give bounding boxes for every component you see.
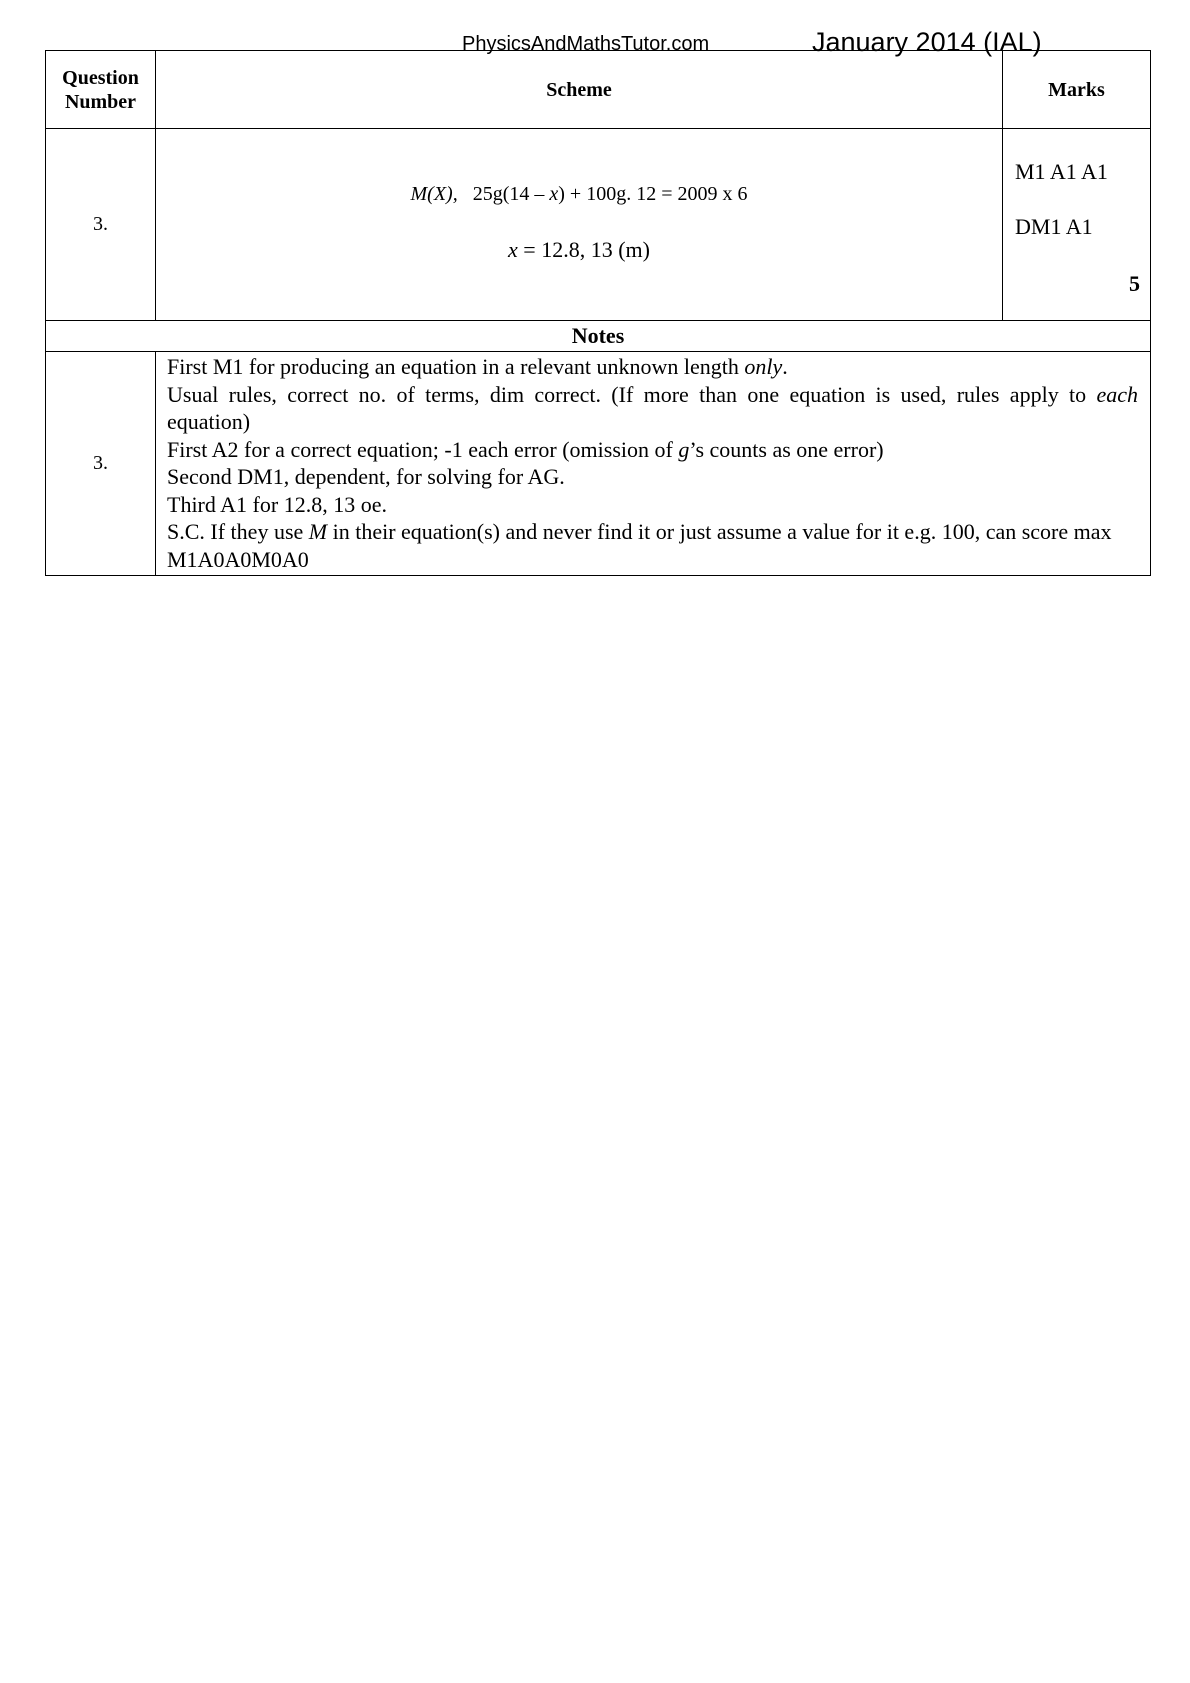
note-line: Second DM1, dependent, for solving for AG. [167,464,565,489]
question-row [46,129,1151,321]
note-line: Third A1 for 12.8, 13 oe. [167,491,387,517]
moments-equation: M(X), 25g(14 – x) + 100g. 12 = 2009 x 6 [410,183,748,205]
scheme-cell [156,129,1003,321]
scheme-header: Scheme [156,51,1003,129]
notes-question-number: 3. [46,352,156,576]
question-number-header: Question Number [46,51,156,129]
note-line: Usual rules, correct no. of terms, dim correct. (If more than one equation is used, rules apply to each equation) [167,381,1138,434]
site-watermark: PhysicsAndMathsTutor.com [462,33,710,55]
solution-equation: x = 12.8, 13 (m) [508,237,650,262]
note-line: First M1 for producing an equation in a relevant unknown length only. [167,354,788,379]
mark-scheme-table [45,50,1151,576]
note-line: S.C. If they use M in their equation(s) and never find it or just assume a value for it e.g. 100, can score max M1A0A0M0A0 [167,519,1112,572]
notes-heading: Notes [46,321,1151,352]
table-header-row [46,51,1151,129]
marks-line-1: M1 A1 A1 [1015,159,1108,184]
exam-session-title: January 2014 (IAL) [812,27,1042,57]
marks-line-2: DM1 A1 [1015,214,1093,239]
marks-total: 5 [1129,271,1140,296]
note-line: First A2 for a correct equation; -1 each error (omission of g’s counts as one error) [167,436,884,462]
question-number: 3. [46,129,156,321]
notes-heading-row [46,321,1151,352]
marks-header: Marks [1003,51,1151,129]
marks-cell [1003,129,1151,321]
notes-text [156,352,1151,576]
notes-row [46,352,1151,576]
